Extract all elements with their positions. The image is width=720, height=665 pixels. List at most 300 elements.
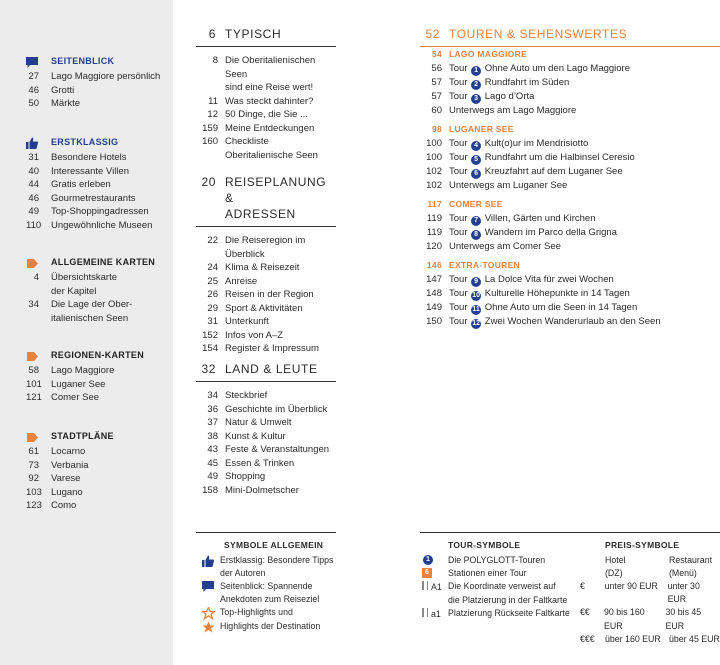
- sidebar-list-item: [26, 97, 171, 111]
- star-filled-icon: [196, 620, 220, 634]
- page-number: 119: [426, 212, 442, 224]
- item-label: Die Lage der Ober-: [51, 299, 133, 310]
- tour-entry: [420, 315, 720, 329]
- legend-text: Erstklassig: Besondere Tipps: [220, 554, 334, 565]
- entry-label: Die Oberitalienischen Seen: [225, 55, 316, 80]
- tour-entry-text: [449, 287, 720, 301]
- spacer: [196, 567, 220, 580]
- tour-symbol: [420, 580, 448, 594]
- page-number: 34: [207, 390, 218, 401]
- tour-number-badge: 6: [471, 169, 481, 179]
- tour-number-badge: 5: [471, 155, 481, 165]
- tour-entry-text: [449, 62, 720, 76]
- tour-group-header: [420, 48, 720, 62]
- legend-title: PREIS-SYMBOLE: [605, 540, 680, 550]
- legend-entry-cont: [196, 593, 336, 606]
- chapter-title: REISEPLANUNG &: [225, 175, 327, 205]
- tour-entry: [420, 62, 720, 76]
- tour-prefix: Tour: [449, 76, 468, 88]
- page-number: 49: [28, 206, 39, 217]
- entry-label: 50 Dinge, die Sie ...: [225, 109, 308, 120]
- page-number: 36: [207, 403, 218, 415]
- toc-entry: [196, 315, 336, 329]
- item-label: Ungewöhnliche Museen: [51, 219, 153, 231]
- tour-prefix: Tour: [449, 301, 468, 313]
- legend-text: Seitenblick: Spannende: [220, 580, 313, 591]
- entry-label: Steckbrief: [225, 390, 268, 401]
- legend-symbole-allgemein: [196, 532, 336, 634]
- toc-entry: [196, 470, 336, 484]
- chapter-touren: [420, 26, 720, 329]
- chapter-title-line2: ADRESSEN: [225, 207, 296, 221]
- toc-entry: [196, 484, 336, 498]
- sidebar-list-item: [26, 271, 171, 285]
- tour-prefix: Tour: [449, 137, 468, 149]
- page-number: 4: [33, 272, 39, 283]
- tour-prefix: Tour: [449, 287, 468, 299]
- item-label: Top-Shoppingadressen: [51, 206, 149, 217]
- page-number: 50: [28, 98, 39, 109]
- tour-symbol: [420, 567, 448, 580]
- chapter-title: TOUREN & SEHENSWERTES: [449, 27, 628, 41]
- tour-entry: [420, 104, 720, 118]
- chapter-land-leute: [196, 361, 336, 497]
- sidebar-section-regionen-karten: [26, 349, 171, 405]
- sidebar-list-item: [26, 499, 171, 513]
- tour-entry-text: [449, 240, 720, 254]
- entry-label: Unterkunft: [225, 316, 269, 327]
- tour-entry-text: [449, 315, 720, 329]
- toc-entry: [196, 302, 336, 316]
- page-number: 100: [426, 151, 442, 163]
- price-row: [580, 606, 720, 632]
- price-restaurant: 30 bis 45 EUR: [665, 607, 702, 631]
- tour-entry-text: [449, 104, 720, 118]
- legend-text: die Platzierung in der Faltkarte: [448, 595, 568, 606]
- toc-entry: [196, 329, 336, 343]
- arrow-tag-icon: [26, 431, 38, 443]
- tour-title: Rundfahrt um die Halbinsel Ceresio: [484, 151, 635, 163]
- page-number: 152: [202, 329, 218, 341]
- page-number: 119: [426, 226, 442, 238]
- tour-title: Villen, Gärten und Kirchen: [484, 212, 596, 224]
- tour-number-badge: 7: [471, 216, 481, 226]
- entry-label: Oberitalienische Seen: [225, 149, 318, 161]
- tour-entry-text: [449, 179, 720, 193]
- tour-entry: [420, 90, 720, 104]
- entry-label: Infos von A–Z: [225, 329, 284, 341]
- legend-text: Die Koordinate verweist auf: [448, 580, 556, 591]
- page-number: 102: [426, 165, 442, 177]
- tour-symbol-entry: [420, 580, 580, 594]
- sidebar-section-seitenblick: [26, 55, 171, 111]
- tour-group: [420, 198, 720, 253]
- tour-symbol-entry: [420, 554, 580, 567]
- tour-title: Unterwegs am Lago Maggiore: [449, 104, 577, 116]
- entry-label: Mini-Dolmetscher: [225, 484, 299, 496]
- entry-label: Meine Entdeckungen: [225, 122, 315, 134]
- page-number: 160: [202, 136, 218, 147]
- tour-entry-text: [449, 273, 720, 287]
- speech-bubble-icon: [26, 56, 38, 68]
- tour-title: Kulturelle Höhepunkte in 14 Tagen: [484, 287, 630, 299]
- chapter-reiseplanung: [196, 174, 336, 356]
- page-number: 103: [26, 486, 42, 498]
- tour-entry: [420, 273, 720, 287]
- tour-title: Rundfahrt im Süden: [484, 76, 570, 88]
- tour-group-header: [420, 198, 720, 212]
- page-number: 57: [431, 76, 442, 88]
- item-label: Lugano: [51, 486, 83, 498]
- tour-entry-text: [449, 212, 720, 226]
- tour-number-badge: 8: [471, 230, 481, 240]
- item-label: Lago Maggiore persönlich: [51, 71, 161, 82]
- tour-entry: [420, 165, 720, 179]
- page-number: 101: [26, 378, 42, 390]
- item-label: der Kapitel: [51, 285, 97, 297]
- toc-entry: [196, 149, 336, 163]
- thumbs-up-icon: [26, 137, 38, 149]
- sidebar-list-item: [26, 165, 171, 179]
- page-number: 26: [207, 289, 218, 300]
- legend-text: Highlights der Destination: [220, 621, 321, 632]
- page-number: [196, 81, 218, 95]
- tour-number-badge: 12: [472, 319, 481, 327]
- page-number: 27: [28, 71, 39, 82]
- speech-bubble-icon: [196, 580, 220, 593]
- sidebar-list-item: [26, 151, 171, 165]
- toc-entry: [196, 234, 336, 248]
- legend-text: der Autoren: [220, 567, 266, 578]
- page-number: 25: [207, 275, 218, 287]
- sidebar-list-item: [26, 472, 171, 486]
- tour-symbol: [420, 594, 448, 607]
- tour-title: Unterwegs am Luganer See: [449, 179, 568, 191]
- page-number: 8: [212, 55, 218, 66]
- sidebar-list-item: [26, 70, 171, 84]
- tour-title: Zwei Wochen Wanderurlaub an den Seen: [484, 315, 661, 327]
- entry-label: Essen & Trinken: [225, 457, 295, 469]
- sidebar-list-item: [26, 205, 171, 219]
- page-number: [26, 285, 39, 299]
- group-page: 98: [431, 124, 442, 134]
- tour-group-header: [420, 123, 720, 137]
- tour-prefix: Tour: [449, 165, 468, 177]
- page-number: 121: [26, 392, 42, 403]
- page-number: 29: [207, 302, 218, 314]
- tour-prefix: Tour: [449, 315, 468, 327]
- legend-entry-cont: [196, 567, 336, 580]
- preis-col-restaurant: Restaurant: [669, 554, 713, 565]
- station-badge: 6: [422, 568, 432, 578]
- page-number: 120: [426, 240, 442, 252]
- spacer: [196, 593, 220, 606]
- sidebar-section-allgemeine-karten: [26, 256, 171, 325]
- tour-title: Kult(o)ur im Mendrisiotto: [484, 137, 589, 149]
- chapter-page: 32: [201, 362, 216, 376]
- sidebar-list-item: [26, 192, 171, 206]
- tour-title: Lago d’Orta: [484, 90, 535, 102]
- entry-label: Sport & Aktivitäten: [225, 302, 303, 314]
- item-label: Como: [51, 500, 77, 511]
- entry-label: Shopping: [225, 471, 266, 482]
- price-row: [580, 580, 720, 606]
- page-number: [196, 248, 218, 262]
- thumbs-up-icon: [196, 554, 220, 567]
- entry-label: Feste & Veranstaltungen: [225, 444, 330, 455]
- tour-number-badge: 3: [471, 94, 481, 104]
- toc-entry: [196, 457, 336, 471]
- item-label: Interessante Villen: [51, 165, 129, 177]
- item-label: Gratis erleben: [51, 179, 111, 190]
- group-page: 146: [426, 260, 442, 270]
- arrow-tag-icon: [26, 257, 38, 269]
- page-number: 58: [28, 365, 39, 376]
- tour-symbol-entry: [420, 594, 580, 607]
- sidebar-list-item: [26, 486, 171, 500]
- page-number: 154: [202, 343, 218, 354]
- tour-prefix: Tour: [449, 273, 468, 285]
- section-title: STADTPLÄNE: [51, 431, 114, 442]
- tour-group: [420, 259, 720, 329]
- tour-entry-text: [449, 90, 720, 104]
- group-title: LAGO MAGGIORE: [449, 49, 528, 59]
- group-page: 117: [427, 199, 442, 209]
- entry-label: Natur & Umwelt: [225, 417, 292, 428]
- sidebar-list-item: [26, 298, 171, 312]
- preis-col-restaurant-sub: (Menü): [669, 567, 697, 578]
- toc-entry: [196, 95, 336, 109]
- tour-number-badge: 1: [471, 66, 481, 76]
- sidebar-list-item: [26, 178, 171, 192]
- item-label: italienischen Seen: [51, 312, 129, 324]
- entry-label: Was steckt dahinter?: [225, 95, 314, 107]
- tour-symbol: [420, 554, 448, 567]
- page-number: 148: [426, 287, 442, 299]
- entry-label: Register & Impressum: [225, 343, 319, 354]
- chapter-typisch: [196, 26, 336, 162]
- tour-title: Ohne Auto um die Seen in 14 Tagen: [484, 301, 638, 313]
- price-restaurant: über 45 EUR: [669, 633, 720, 644]
- map-grid-icon: [422, 608, 428, 617]
- legend-text: Die POLYGLOTT-Touren: [448, 554, 546, 565]
- tour-group: [420, 123, 720, 192]
- sidebar-list-item: [26, 364, 171, 378]
- page-number: 61: [28, 446, 39, 457]
- sidebar-list-item: [26, 285, 171, 299]
- tour-entry: [420, 179, 720, 193]
- page-number: 158: [202, 484, 218, 496]
- preis-col-hotel: Hotel: [605, 554, 626, 565]
- sidebar-list-item: [26, 459, 171, 473]
- page-number: 44: [28, 179, 39, 190]
- section-title: SEITENBLICK: [51, 56, 115, 67]
- toc-entry: [196, 122, 336, 136]
- page-number: 73: [28, 459, 39, 471]
- page-number: 38: [207, 430, 218, 442]
- item-label: Übersichtskarte: [51, 272, 117, 283]
- legend-entry: [196, 554, 336, 567]
- tour-entry: [420, 226, 720, 240]
- tour-entry: [420, 240, 720, 254]
- page-number: 149: [426, 301, 442, 313]
- page-number: 11: [208, 95, 218, 107]
- chapter-title: LAND & LEUTE: [225, 362, 318, 376]
- entry-label: sind eine Reise wert!: [225, 82, 314, 93]
- toc-entry: [196, 261, 336, 275]
- legend-title: SYMBOLE ALLGEMEIN: [224, 540, 324, 550]
- tour-entry: [420, 76, 720, 90]
- page-number: 150: [426, 315, 442, 327]
- tour-symbol: [420, 607, 448, 621]
- tour-group: [420, 48, 720, 117]
- group-title: EXTRA-TOUREN: [449, 260, 520, 270]
- chapter-page: 20: [201, 175, 216, 189]
- page-number: 31: [28, 152, 39, 163]
- tour-symbol-entry: [420, 607, 580, 621]
- tour-number-badge: 10: [472, 291, 481, 299]
- page-number: 45: [207, 457, 218, 469]
- page-number: 46: [28, 192, 39, 204]
- legend-text: Stationen einer Tour: [448, 567, 527, 578]
- legend-entry: [196, 580, 336, 593]
- entry-label: Geschichte im Überblick: [225, 403, 328, 415]
- price-hotel: 90 bis 160 EUR: [604, 607, 645, 631]
- toc-entry: [196, 342, 336, 356]
- chapter-page: 6: [208, 27, 216, 41]
- tour-number-badge: 1: [423, 555, 433, 565]
- legend-tour-symbole: [420, 533, 580, 646]
- page-number: 100: [426, 137, 442, 149]
- page-number: 46: [28, 84, 39, 96]
- page-number: 57: [431, 90, 442, 102]
- tour-entry-text: [449, 76, 720, 90]
- tour-prefix: Tour: [449, 151, 468, 163]
- page-number: 92: [28, 473, 39, 484]
- tour-entry: [420, 151, 720, 165]
- tour-prefix: Tour: [449, 226, 468, 238]
- tour-symbol-entry: [420, 567, 580, 580]
- item-label: Grotti: [51, 84, 75, 96]
- page-number: 60: [431, 104, 442, 116]
- tour-number-badge: 2: [471, 80, 481, 90]
- legend-text: Platzierung Rückseite Faltkarte: [448, 608, 570, 619]
- map-grid-icon: [422, 581, 428, 590]
- page-number: 49: [207, 471, 218, 482]
- item-label: Lago Maggiore: [51, 365, 115, 376]
- tour-entry-text: [449, 151, 720, 165]
- tour-title: Ohne Auto um den Lago Maggiore: [484, 62, 631, 74]
- tour-title: La Dolce Vita für zwei Wochen: [484, 273, 614, 285]
- chapter-title: TYPISCH: [225, 27, 282, 41]
- toc-entry: [196, 248, 336, 262]
- page-number: 12: [207, 109, 218, 120]
- price-row: [580, 633, 720, 646]
- sidebar-section-erstklassig: [26, 136, 171, 232]
- tour-group-header: [420, 259, 720, 273]
- tour-title: Kreuzfahrt auf dem Luganer See: [484, 165, 623, 177]
- sidebar-list-item: [26, 219, 171, 233]
- toc-entry: [196, 416, 336, 430]
- price-hotel: über 160 EUR: [605, 633, 661, 644]
- group-title: LUGANER SEE: [449, 124, 514, 134]
- section-title: ERSTKLASSIG: [51, 137, 119, 148]
- toc-entry: [196, 54, 336, 81]
- map-coordinate: a1: [431, 609, 441, 620]
- legend-preis-symbole: [580, 533, 720, 646]
- sidebar-list-item: [26, 378, 171, 392]
- page-number: [26, 312, 39, 326]
- page-number: 34: [28, 299, 39, 310]
- page-number: 110: [26, 219, 42, 231]
- price-restaurant: unter 30 EUR: [667, 580, 700, 605]
- tour-number-badge: 11: [472, 305, 480, 313]
- group-page: 54: [431, 49, 442, 59]
- toc-entry: [196, 403, 336, 417]
- page-number: 31: [207, 316, 218, 327]
- entry-label: Die Reiseregion im: [225, 235, 306, 246]
- tour-prefix: Tour: [449, 90, 468, 102]
- entry-label: Klima & Reisezeit: [225, 262, 300, 273]
- tour-entry: [420, 301, 720, 315]
- tour-entry-text: [449, 226, 720, 240]
- item-label: Locarno: [51, 446, 86, 457]
- item-label: Besondere Hotels: [51, 152, 127, 163]
- tour-number-badge: 4: [471, 141, 481, 151]
- tour-number-badge: 9: [471, 277, 481, 287]
- page-number: 102: [426, 179, 442, 191]
- tour-title: Unterwegs am Comer See: [449, 240, 561, 252]
- legend-entry: [196, 606, 336, 620]
- section-title: ALLGEMEINE KARTEN: [51, 257, 156, 268]
- sidebar-list-item: [26, 391, 171, 405]
- tour-entry: [420, 287, 720, 301]
- toc-entry: [196, 135, 336, 149]
- star-outline-icon: [196, 606, 220, 620]
- price-symbol: €€: [580, 607, 590, 618]
- arrow-tag-icon: [26, 350, 38, 362]
- page-number: 43: [207, 444, 218, 455]
- page-number: 147: [426, 273, 442, 285]
- toc-entry: [196, 108, 336, 122]
- tour-prefix: Tour: [449, 212, 468, 224]
- item-label: Märkte: [51, 98, 81, 109]
- tour-entry-text: [449, 301, 720, 315]
- price-symbol: €€€: [580, 633, 595, 644]
- sidebar-list-item: [26, 445, 171, 459]
- item-label: Varese: [51, 473, 81, 484]
- tour-entry: [420, 137, 720, 151]
- legend-tour-preis: [420, 532, 720, 646]
- group-title: COMER SEE: [449, 199, 503, 209]
- tour-title: Wandern im Parco della Grigna: [484, 226, 617, 238]
- sidebar-list-item: [26, 312, 171, 326]
- item-label: Comer See: [51, 392, 100, 403]
- page-number: 40: [28, 165, 39, 177]
- chapter-page: 52: [425, 27, 440, 41]
- page-number: 123: [26, 500, 42, 511]
- tour-entry-text: [449, 137, 720, 151]
- entry-label: Checkliste: [225, 136, 269, 147]
- sidebar-list-item: [26, 84, 171, 98]
- page-number: 159: [202, 122, 218, 134]
- sidebar-section-stadtplaene: [26, 430, 171, 513]
- tour-entry-text: [449, 165, 720, 179]
- toc-entry: [196, 81, 336, 95]
- toc-entry: [196, 430, 336, 444]
- toc-entry: [196, 275, 336, 289]
- map-coordinate: A1: [431, 581, 442, 592]
